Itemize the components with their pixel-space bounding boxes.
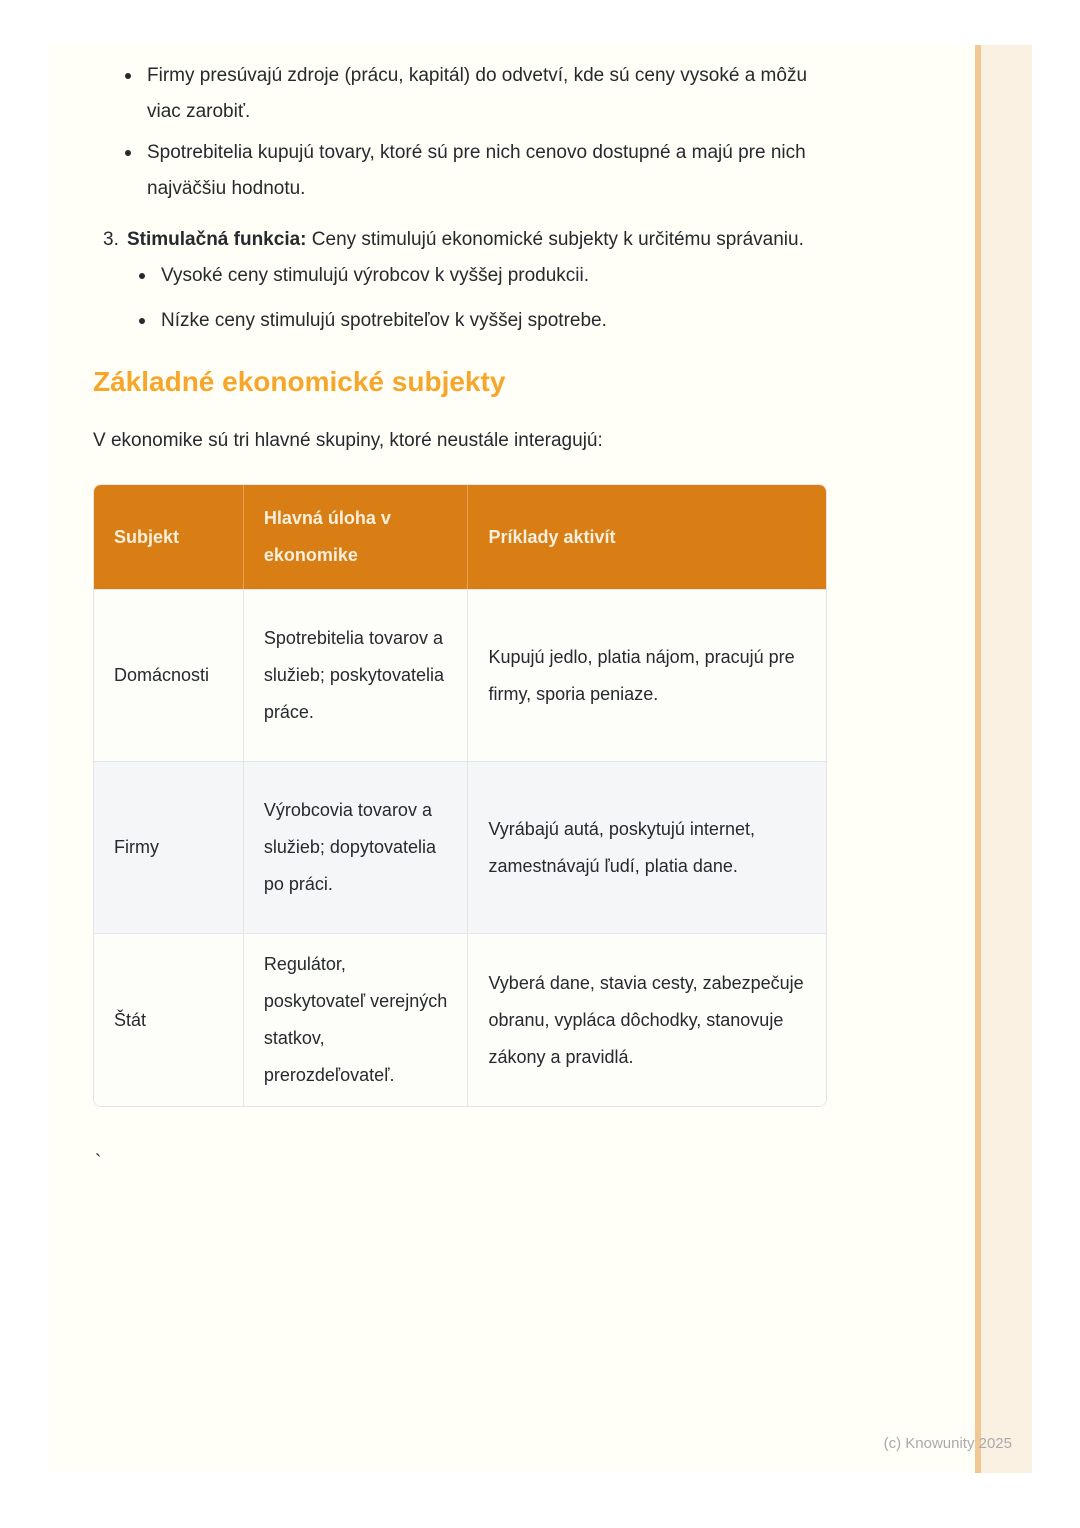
table-row xyxy=(94,589,826,761)
footer-credit: (c) Knowunity 2025 xyxy=(883,1435,1012,1452)
bullet-icon xyxy=(125,73,131,79)
page-content xyxy=(48,45,883,1181)
bullet-list-sub xyxy=(139,258,828,339)
column-header-examples: Príklady aktivít xyxy=(468,485,826,589)
cell-examples: Vyberá dane, stavia cesty, zabezpečuje obranu, vypláca dôchodky, stanovuje zákony a pravidlá. xyxy=(468,933,826,1106)
cell-examples: Kupujú jedlo, platia nájom, pracujú pre firmy, sporia peniaze. xyxy=(468,589,826,761)
page-accent-band xyxy=(981,45,1032,1473)
economic-subjects-table xyxy=(93,484,827,1107)
section-heading: Základné ekonomické subjekty xyxy=(93,366,506,397)
numbered-item-lead: Stimulačná funkcia: xyxy=(127,229,307,250)
list-item-text: Spotrebitelia kupujú tovary, ktoré sú pre nich cenovo dostupné a majú pre nich najväčšiu hodnotu. xyxy=(147,142,806,199)
bullet-icon xyxy=(125,150,131,156)
bullet-icon xyxy=(139,273,145,279)
table-row xyxy=(94,761,826,933)
numbered-item-3 xyxy=(103,222,828,258)
cell-role: Regulátor, poskytovateľ verejných statkov, prerozdeľovateľ. xyxy=(244,933,469,1106)
cell-role: Spotrebitelia tovarov a služieb; poskytovatelia práce. xyxy=(244,589,469,761)
section-intro: V ekonomike sú tri hlavné skupiny, ktoré neustále interagujú: xyxy=(93,430,603,451)
list-item xyxy=(139,258,828,294)
table-body xyxy=(94,589,826,1106)
table-row xyxy=(94,933,826,1106)
bullet-icon xyxy=(139,318,145,324)
list-number: 3. xyxy=(103,229,119,250)
column-header-subject: Subjekt xyxy=(94,485,244,589)
list-item xyxy=(125,135,828,207)
table-header-row xyxy=(94,485,826,589)
cell-examples: Vyrábajú autá, poskytujú internet, zamestnávajú ľudí, platia dane. xyxy=(468,761,826,933)
list-item-text: Nízke ceny stimulujú spotrebiteľov k vyššej spotrebe. xyxy=(161,310,607,331)
list-item-text: Firmy presúvajú zdroje (prácu, kapitál) do odvetví, kde sú ceny vysoké a môžu viac zarobiť. xyxy=(147,65,808,122)
cell-subject: Firmy xyxy=(94,761,244,933)
list-item xyxy=(139,303,828,339)
document-page xyxy=(48,45,1032,1473)
cell-role: Výrobcovia tovarov a služieb; dopytovatelia po práci. xyxy=(244,761,469,933)
cell-subject: Domácnosti xyxy=(94,589,244,761)
bullet-list-top xyxy=(125,58,828,207)
stray-backtick-mark: ` xyxy=(95,1152,102,1173)
list-item xyxy=(125,58,828,130)
list-item-text: Vysoké ceny stimulujú výrobcov k vyššej produkcii. xyxy=(161,265,590,286)
table-header xyxy=(94,485,826,589)
column-header-role: Hlavná úloha v ekonomike xyxy=(244,485,469,589)
cell-subject: Štát xyxy=(94,933,244,1106)
numbered-item-text: Ceny stimulujú ekonomické subjekty k určitému správaniu. xyxy=(306,229,804,250)
numbered-item-body xyxy=(127,222,828,258)
